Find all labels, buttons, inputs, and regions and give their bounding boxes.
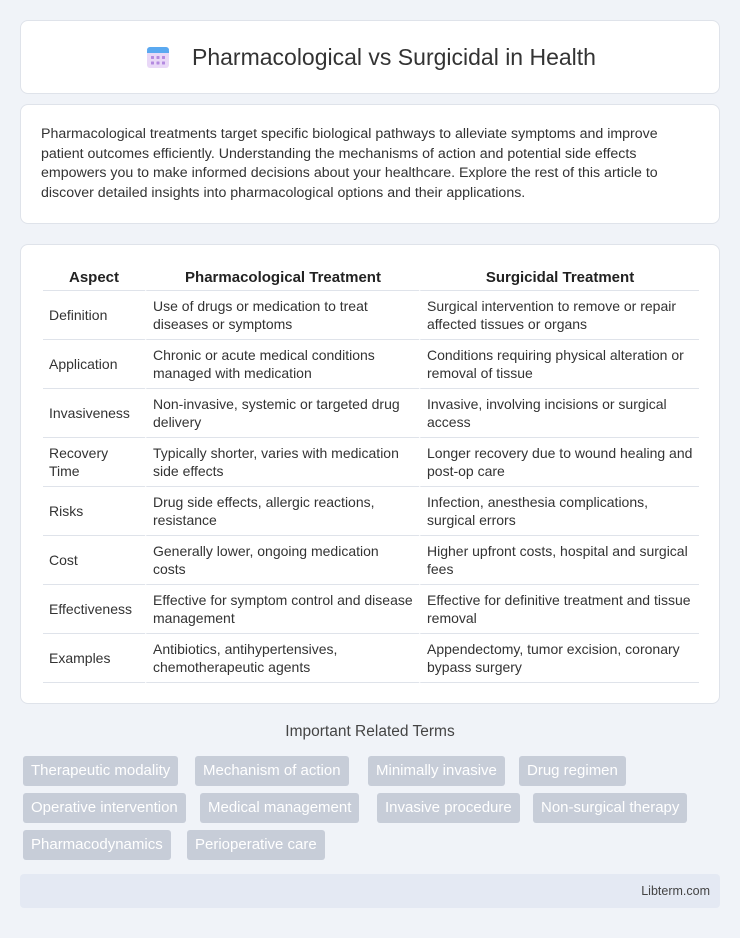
row-pharmacological: Chronic or acute medical conditions managed with medication — [145, 340, 419, 389]
comparison-table — [43, 265, 699, 683]
footer — [20, 874, 720, 908]
table-row — [43, 585, 699, 634]
related-term-tag[interactable]: Medical management — [200, 793, 359, 823]
intro-card — [20, 104, 720, 224]
row-pharmacological: Drug side effects, allergic reactions, resistance — [145, 487, 419, 536]
row-surgicidal: Invasive, involving incisions or surgical access — [419, 389, 699, 438]
comparison-table-card — [20, 244, 720, 704]
row-pharmacological: Non-invasive, systemic or targeted drug delivery — [145, 389, 419, 438]
table-row — [43, 536, 699, 585]
header-pharmacological: Pharmacological Treatment — [145, 265, 419, 291]
related-term-tag[interactable]: Minimally invasive — [368, 756, 505, 786]
title-card — [20, 20, 720, 94]
table-row — [43, 389, 699, 438]
related-term-tag[interactable]: Pharmacodynamics — [23, 830, 171, 860]
header-aspect: Aspect — [43, 265, 145, 291]
row-aspect: Recovery Time — [43, 438, 145, 487]
table-row — [43, 291, 699, 340]
row-aspect: Risks — [43, 487, 145, 536]
row-pharmacological: Generally lower, ongoing medication costs — [145, 536, 419, 585]
row-aspect: Definition — [43, 291, 145, 340]
table-row — [43, 634, 699, 683]
related-term-tag[interactable]: Therapeutic modality — [23, 756, 178, 786]
calendar-icon — [144, 43, 172, 71]
row-pharmacological: Antibiotics, antihypertensives, chemotherapeutic agents — [145, 634, 419, 683]
row-surgicidal: Surgical intervention to remove or repair affected tissues or organs — [419, 291, 699, 340]
row-surgicidal: Infection, anesthesia complications, surgical errors — [419, 487, 699, 536]
table-row — [43, 438, 699, 487]
row-aspect: Application — [43, 340, 145, 389]
row-pharmacological: Effective for symptom control and disease management — [145, 585, 419, 634]
related-term-tag[interactable]: Non-surgical therapy — [533, 793, 687, 823]
footer-site-link[interactable]: Libterm.com — [641, 884, 710, 898]
related-term-tag[interactable]: Perioperative care — [187, 830, 325, 860]
row-aspect: Effectiveness — [43, 585, 145, 634]
table-row — [43, 340, 699, 389]
related-terms-title: Important Related Terms — [285, 723, 455, 740]
table-header-row — [43, 265, 699, 291]
intro-text: Pharmacological treatments target specific biological pathways to alleviate symptoms and improve patient outcomes efficiently. Understanding the mechanisms of action and potential side effects empowers you to make informed decisions about your healthcare. Explore the rest of this article to discover detailed insights into pharmacological options and their applications. — [41, 126, 658, 201]
page-title: Pharmacological vs Surgicidal in Health — [192, 43, 596, 70]
row-aspect: Cost — [43, 536, 145, 585]
row-surgicidal: Longer recovery due to wound healing and post-op care — [419, 438, 699, 487]
row-pharmacological: Typically shorter, varies with medication side effects — [145, 438, 419, 487]
row-pharmacological: Use of drugs or medication to treat diseases or symptoms — [145, 291, 419, 340]
related-term-tag[interactable]: Operative intervention — [23, 793, 186, 823]
table-row — [43, 487, 699, 536]
related-term-tag[interactable]: Drug regimen — [519, 756, 626, 786]
row-surgicidal: Effective for definitive treatment and tissue removal — [419, 585, 699, 634]
related-term-tag[interactable]: Invasive procedure — [377, 793, 520, 823]
row-aspect: Invasiveness — [43, 389, 145, 438]
related-term-tag[interactable]: Mechanism of action — [195, 756, 349, 786]
row-surgicidal: Conditions requiring physical alteration or removal of tissue — [419, 340, 699, 389]
row-surgicidal: Appendectomy, tumor excision, coronary bypass surgery — [419, 634, 699, 683]
header-surgicidal: Surgicidal Treatment — [419, 265, 699, 291]
row-aspect: Examples — [43, 634, 145, 683]
row-surgicidal: Higher upfront costs, hospital and surgical fees — [419, 536, 699, 585]
